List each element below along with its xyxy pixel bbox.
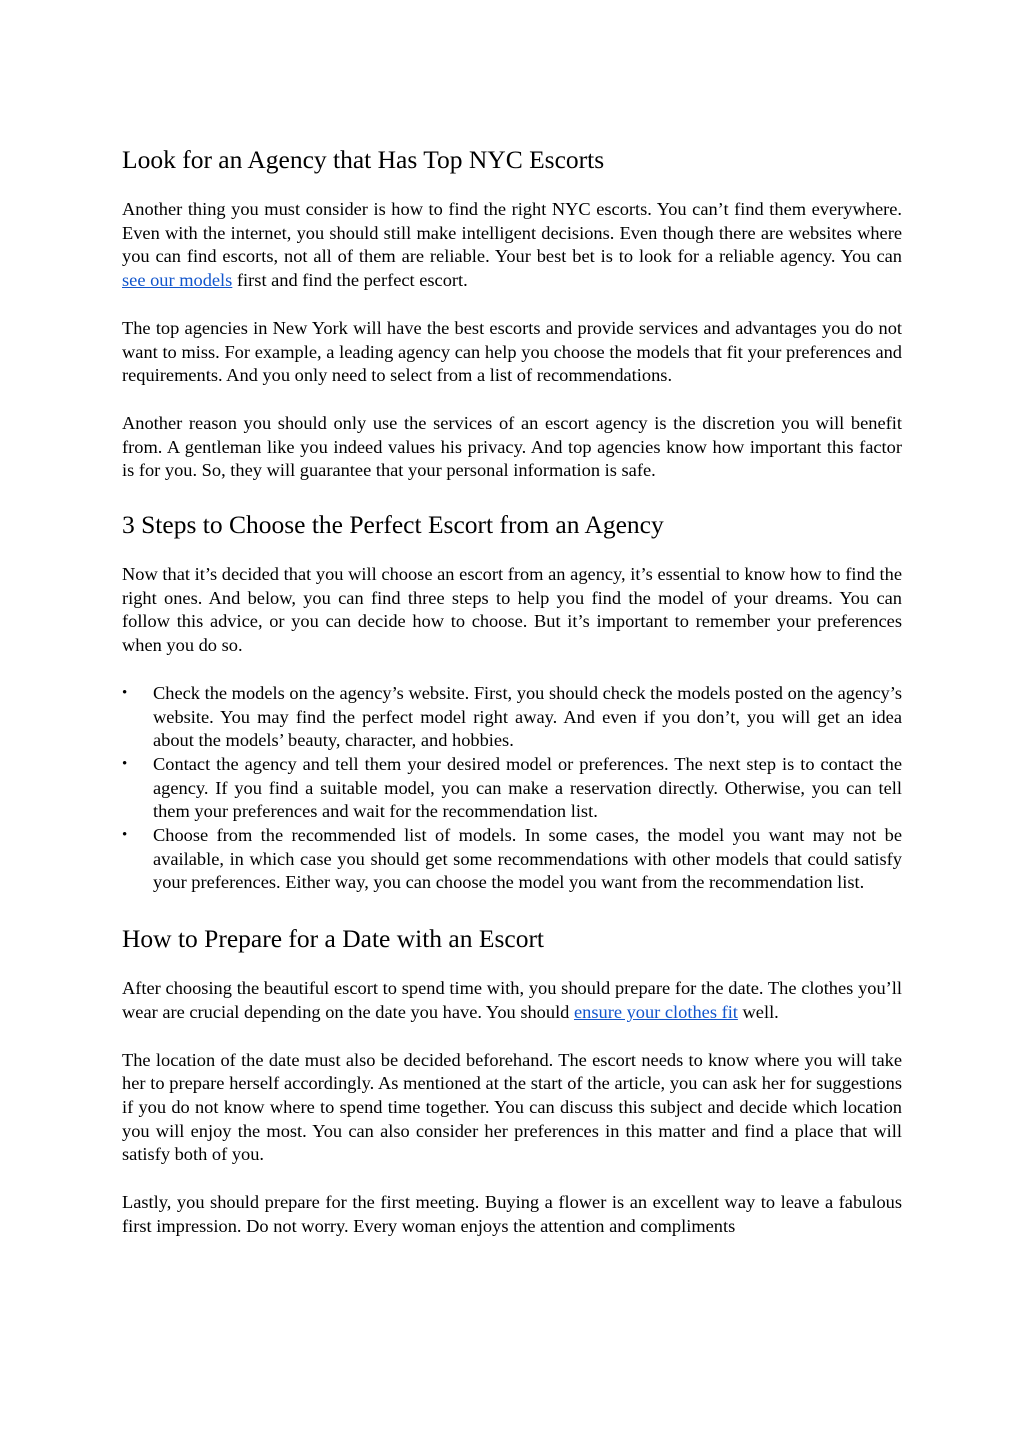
section-heading: Look for an Agency that Has Top NYC Escorts: [122, 145, 605, 174]
bullet-icon: •: [122, 827, 128, 844]
paragraph: [122, 977, 902, 1024]
list-item-text: Choose from the recommended list of models. In some cases, the model you want may not be available, in which case you should get some recommendations with other models that could satisfy your preferences. Either way, you can choose the model you want from the recommendation list.: [153, 825, 902, 893]
paragraph: Another reason you should only use the services of an escort agency is the discretion you will benefit from. A gentleman like you indeed values his privacy. And top agencies know how important this factor is for you. So, they will guarantee that your personal information is safe.: [122, 412, 902, 481]
section-heading: How to Prepare for a Date with an Escort: [122, 924, 545, 954]
list-item-text: Contact the agency and tell them your desired model or preferences. The next step is to contact the agency. If you find a suitable model, you can make a reservation directly. Otherwise, you can tell them your preferences and wait for the recommendation list.: [153, 753, 902, 822]
paragraph-text: first and find the perfect escort.: [232, 270, 468, 291]
section-heading: 3 Steps to Choose the Perfect Escort from an Agency: [122, 510, 664, 540]
paragraph: The top agencies in New York will have the best escorts and provide services and advantages you do not want to miss. For example, a leading agency can help you choose the models that fit your preferences and requirements. And you only need to select from a list of recommendations.: [122, 317, 902, 386]
section-agency: [122, 142, 902, 483]
paragraph-text: After choosing the beautiful escort to spend time with, you should prepare for the date. The clothes you’ll wear are crucial depending on the date you have. You should: [122, 978, 902, 1022]
list-item: [122, 682, 902, 753]
section-three-steps: [122, 507, 902, 895]
list-item: [122, 824, 902, 895]
paragraph: Now that it’s decided that you will choose an escort from an agency, it’s essential to know how to find the right ones. And below, you can find three steps to help you find the model of your dreams. You can follow this advice, or you can decide how to choose. But it’s important to remember your preferences when you do so.: [122, 564, 902, 656]
section-prepare-date: [122, 921, 902, 1238]
list-item: [122, 753, 902, 824]
paragraph-text: well.: [737, 1001, 779, 1022]
paragraph-text: Another thing you must consider is how to find the right NYC escorts. You can’t find them everywhere. Even with the internet, you should still make intelligent decisions. Even though there are websites where you can find escorts, not all of them are reliable. Your best bet is to look for a reliable agency. You can: [122, 199, 902, 267]
ensure-clothes-fit-link[interactable]: ensure your clothes fit: [573, 1001, 738, 1022]
paragraph: The location of the date must also be decided beforehand. The escort needs to know where you will take her to prepare herself accordingly. As mentioned at the start of the article, you can ask her for suggestions if you do not know where to spend time together. You can discuss this subject and decide which location you will enjoy the most. You can also consider her preferences in this matter and find a place that will satisfy both of you.: [122, 1049, 902, 1165]
see-our-models-link[interactable]: see our models: [122, 270, 233, 291]
paragraph: [122, 198, 902, 293]
document-page: [122, 142, 902, 1263]
steps-list: [122, 682, 902, 895]
bullet-icon: •: [122, 684, 128, 701]
bullet-icon: •: [122, 755, 128, 772]
paragraph: Lastly, you should prepare for the first meeting. Buying a flower is an excellent way to leave a fabulous first impression. Do not worry. Every woman enjoys the attention and compliments: [122, 1192, 902, 1236]
list-item-text: Check the models on the agency’s website. First, you should check the models posted on the agency’s website. You may find the perfect model right away. And even if you don’t, you will get an idea about the models’ beauty, character, and hobbies.: [153, 682, 902, 751]
